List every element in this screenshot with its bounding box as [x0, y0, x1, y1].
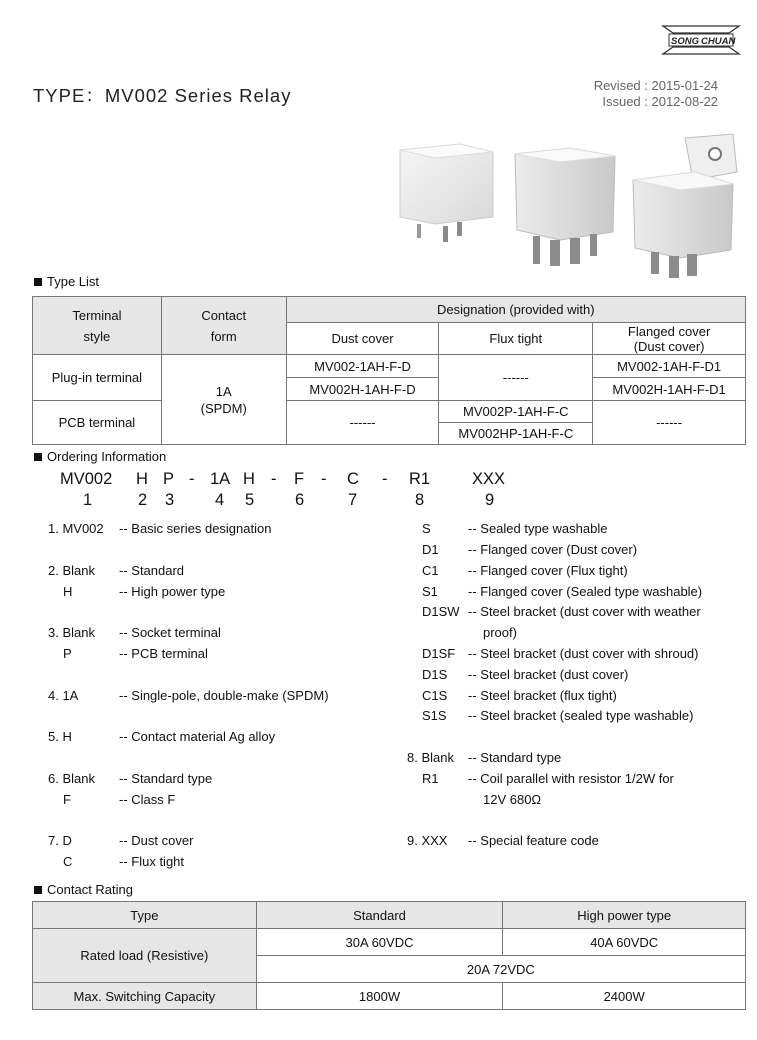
code-number: 6	[295, 491, 305, 509]
cell-contact-form: 1A (SPDM)	[161, 355, 286, 445]
option-desc: 12V 680Ω	[483, 792, 542, 807]
relay-photo-plug-small	[400, 144, 493, 242]
option-key: D1SW	[422, 604, 460, 619]
header-flux-tight: Flux tight	[439, 323, 593, 355]
type-list-heading: Type List	[47, 274, 100, 289]
code-part: MV002	[60, 470, 113, 488]
logo-left-word: SONG	[671, 36, 699, 47]
type-list-section-label	[34, 274, 99, 289]
code-part: R1	[409, 470, 431, 488]
cell-dust-2: MV002H-1AH-F-D	[286, 378, 439, 401]
code-part: 1A	[210, 470, 231, 488]
contact-rating-heading: Contact Rating	[47, 882, 133, 897]
option-key: 4. 1A	[48, 688, 79, 703]
option-desc: -- Basic series designation	[119, 521, 272, 536]
code-part: -	[271, 470, 277, 488]
cell-flux-1: MV002P-1AH-F-C	[439, 401, 593, 423]
cell-flux-2: MV002HP-1AH-F-C	[439, 423, 593, 445]
option-desc: proof)	[483, 625, 517, 640]
option-desc: -- High power type	[119, 584, 226, 599]
header-dust-cover: Dust cover	[286, 323, 439, 355]
option-key: H	[63, 584, 73, 599]
rating-header-type: Type	[33, 902, 257, 929]
rated-load-label: Rated load (Resistive)	[33, 929, 257, 983]
page-title: TYPE：MV002 Series Relay	[33, 85, 292, 106]
option-key: 6. Blank	[48, 771, 95, 786]
option-desc: -- Flux tight	[119, 854, 185, 869]
option-key: 3. Blank	[48, 625, 95, 640]
logo-right-word: CHUAN	[701, 36, 736, 47]
code-part: H	[243, 470, 255, 488]
type-list-table	[32, 296, 746, 445]
option-desc: -- Standard type	[119, 771, 213, 786]
code-number: 5	[245, 491, 255, 509]
code-part: -	[382, 470, 388, 488]
option-desc: -- Standard	[119, 563, 185, 578]
cell-dust-1: MV002-1AH-F-D	[286, 355, 439, 378]
option-desc: -- Flanged cover (Flux tight)	[468, 563, 628, 578]
cell-flux-plug: ------	[439, 355, 593, 401]
code-number: 3	[165, 491, 175, 509]
code-number: 4	[215, 491, 225, 509]
option-key: S	[422, 521, 431, 536]
option-desc: -- Coil parallel with resistor 1/2W for	[468, 771, 674, 786]
rated-load-standard: 30A 60VDC	[256, 929, 503, 956]
option-desc: -- Steel bracket (dust cover with weather	[468, 604, 701, 619]
song-chuan-logo	[655, 24, 747, 56]
option-desc: -- Contact material Ag alloy	[119, 729, 276, 744]
code-part: -	[189, 470, 195, 488]
issued-date: Issued : 2012-08-22	[602, 94, 718, 109]
code-part: F	[294, 470, 305, 488]
code-number: 9	[485, 491, 495, 509]
option-desc: -- Flanged cover (Sealed type washable)	[468, 584, 703, 599]
option-desc: -- Steel bracket (dust cover)	[468, 667, 629, 682]
rating-header-standard: Standard	[256, 902, 503, 929]
header-contact-form: Contact form	[161, 297, 286, 355]
code-part: -	[321, 470, 327, 488]
relay-photo-flanged	[633, 134, 737, 278]
option-desc: -- Sealed type washable	[468, 521, 608, 536]
header-terminal-style: Terminal style	[33, 297, 162, 355]
cell-flanged-pcb: ------	[593, 401, 746, 445]
revised-date: Revised : 2015-01-24	[593, 78, 718, 93]
option-desc: -- Steel bracket (flux tight)	[468, 688, 617, 703]
option-key: 2. Blank	[48, 563, 95, 578]
code-number: 7	[348, 491, 358, 509]
ordering-heading: Ordering Information	[47, 449, 167, 464]
ordering-section-label	[34, 449, 166, 464]
rated-load-high: 40A 60VDC	[503, 929, 746, 956]
max-switching-standard: 1800W	[256, 983, 503, 1010]
code-part: C	[347, 470, 359, 488]
option-key: C1S	[422, 688, 448, 703]
max-switching-high: 2400W	[503, 983, 746, 1010]
option-key: D1SF	[422, 646, 456, 661]
option-desc: -- Steel bracket (sealed type washable)	[468, 708, 694, 723]
contact-rating-table	[32, 901, 746, 1010]
code-part: P	[163, 470, 175, 488]
option-desc: -- Flanged cover (Dust cover)	[468, 542, 638, 557]
option-desc: -- Standard type	[468, 750, 562, 765]
option-key: 1. MV002	[48, 521, 104, 536]
code-number: 1	[83, 491, 93, 509]
option-key: S1	[422, 584, 438, 599]
option-desc: -- Dust cover	[119, 833, 194, 848]
row-plug-in-terminal: Plug-in terminal	[33, 355, 162, 401]
option-key: 8. Blank	[407, 750, 454, 765]
rated-load-shared: 20A 72VDC	[256, 956, 745, 983]
option-key: C1	[422, 563, 439, 578]
option-desc: -- Steel bracket (dust cover with shroud)	[468, 646, 699, 661]
relay-photo-plug-large	[515, 148, 615, 266]
rating-header-high-power: High power type	[503, 902, 746, 929]
cell-dust-pcb: ------	[286, 401, 439, 445]
option-key: R1	[422, 771, 439, 786]
option-desc: -- Class F	[119, 792, 176, 807]
option-desc: -- Single-pole, double-make (SPDM)	[119, 688, 329, 703]
relay-product-photos	[395, 132, 745, 280]
code-part: H	[136, 470, 148, 488]
code-number: 2	[138, 491, 148, 509]
ordering-code	[60, 470, 530, 514]
cell-flanged-1: MV002-1AH-F-D1	[593, 355, 746, 378]
row-pcb-terminal: PCB terminal	[33, 401, 162, 445]
option-key: F	[63, 792, 71, 807]
option-desc: -- PCB terminal	[119, 646, 208, 661]
header-flanged-cover: Flanged cover (Dust cover)	[593, 323, 746, 355]
option-key: S1S	[422, 708, 447, 723]
option-key: 7. D	[48, 833, 72, 848]
header-designation: Designation (provided with)	[286, 297, 745, 323]
code-number: 8	[415, 491, 425, 509]
option-desc: -- Special feature code	[468, 833, 599, 848]
revision-dates	[594, 78, 718, 110]
option-key: D1S	[422, 667, 448, 682]
option-key: D1	[422, 542, 439, 557]
option-key: 5. H	[48, 729, 72, 744]
max-switching-label: Max. Switching Capacity	[33, 983, 257, 1010]
contact-rating-section-label	[34, 882, 133, 897]
option-key: P	[63, 646, 72, 661]
option-key: C	[63, 854, 73, 869]
option-key: 9. XXX	[407, 833, 448, 848]
option-desc: -- Socket terminal	[119, 625, 221, 640]
cell-flanged-2: MV002H-1AH-F-D1	[593, 378, 746, 401]
code-part: XXX	[472, 470, 506, 488]
